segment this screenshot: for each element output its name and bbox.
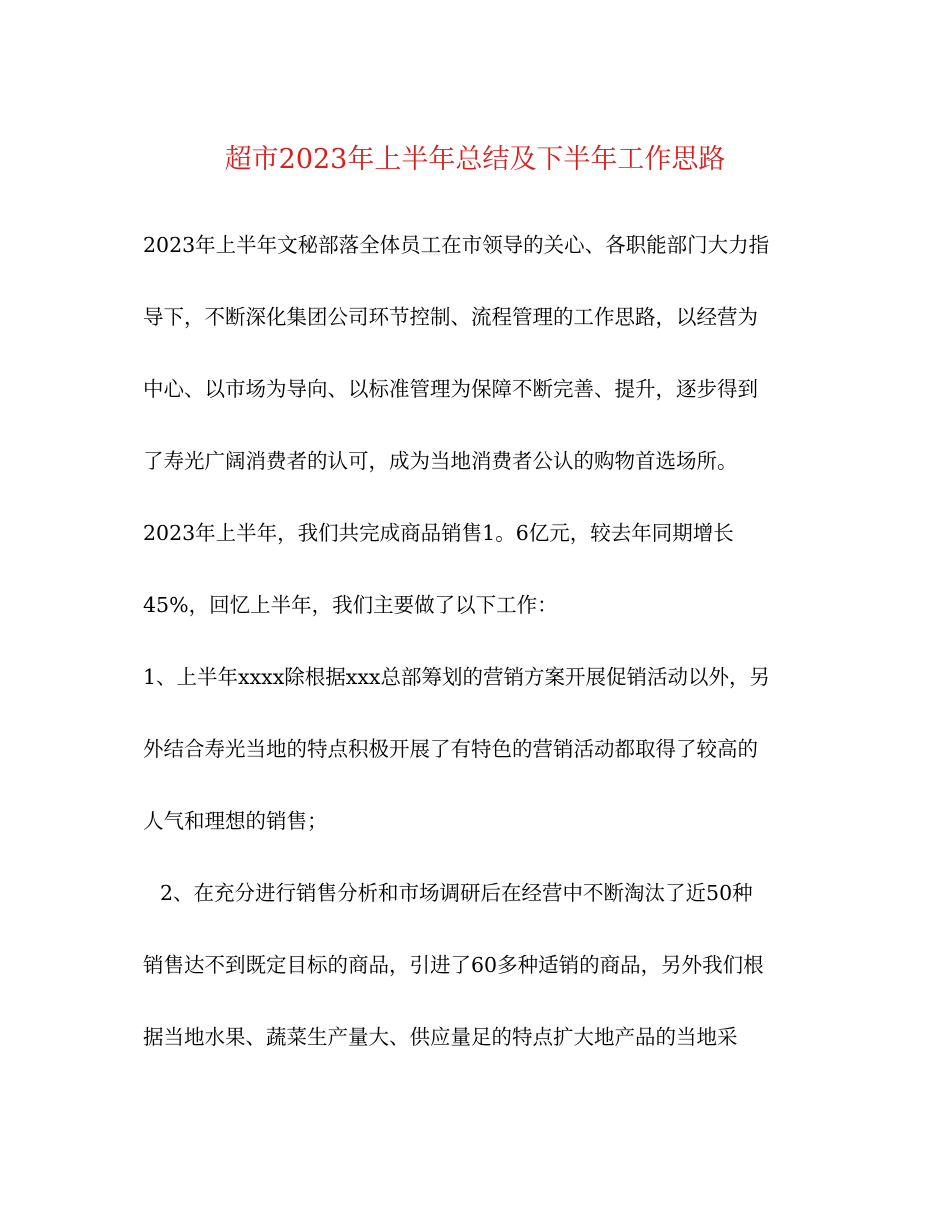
paragraph-line: 外结合寿光当地的特点积极开展了有特色的营销活动都取得了较高的 (143, 737, 758, 761)
paragraph-line: 45%，回忆上半年，我们主要做了以下工作： (143, 593, 558, 617)
paragraph-line: 据当地水果、蔬菜生产量大、供应量足的特点扩大地产品的当地采 (143, 1025, 738, 1049)
paragraph-line: 2023年上半年，我们共完成商品销售1。6亿元，较去年同期增长 (143, 521, 734, 545)
paragraph-line: 2023年上半年文秘部落全体员工在市领导的关心、各职能部门大力指 (143, 233, 770, 257)
paragraph-line: 导下，不断深化集团公司环节控制、流程管理的工作思路，以经营为 (143, 305, 758, 329)
document-title: 超市2023年上半年总结及下半年工作思路 (224, 144, 726, 175)
paragraph-line: 人气和理想的销售； (143, 809, 328, 833)
paragraph-line: 中心、以市场为导向、以标准管理为保障不断完善、提升，逐步得到 (143, 377, 758, 401)
paragraph-line: 了寿光广阔消费者的认可，成为当地消费者公认的购物首选场所。 (143, 449, 738, 473)
paragraph-line: 2、在充分进行销售分析和市场调研后在经营中不断淘汰了近50种 (160, 881, 753, 905)
paragraph-line: 销售达不到既定目标的商品，引进了60多种适销的商品，另外我们根 (143, 953, 764, 977)
paragraph-line: 1、上半年xxxx除根据xxx总部筹划的营销方案开展促销活动以外，另 (143, 665, 770, 689)
